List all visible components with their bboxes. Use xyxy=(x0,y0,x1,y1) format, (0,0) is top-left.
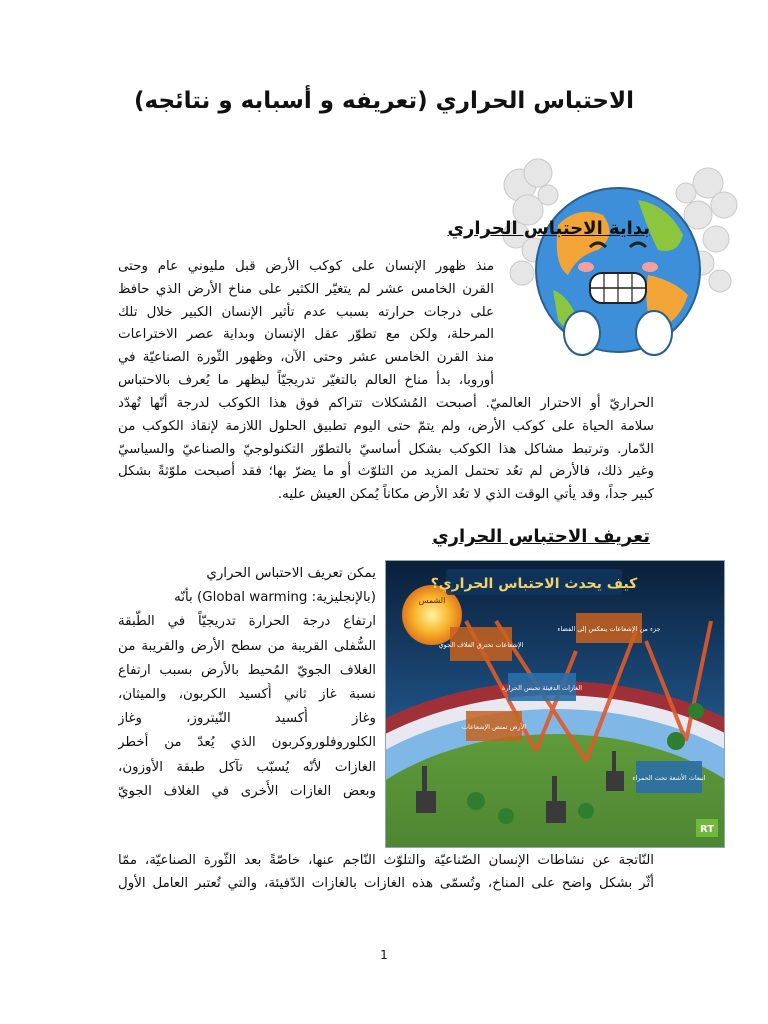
paragraph-line: سلامة الحياة على كوكب الأرض، ولم يتمّ حتى اليوم تطبيق الحلول اللازمة لإنقاذ الكوكب من xyxy=(118,418,654,434)
section1-paragraph-bottom xyxy=(118,393,654,507)
paragraph-line: يمكن تعريف الاحتباس الحراري xyxy=(206,566,376,581)
paragraph-line: القرن الخامس عشر لم يتغيّر الكثير على مناخ الأرض الذي حافظ xyxy=(118,281,494,297)
paragraph-line: النّاتجة عن نشاطات الإنسان الصّناعيّة والتلوّث النّاجم عنها، خاصّةً بعد الثّورة الصناعيّة، ممّا xyxy=(118,853,654,868)
page-number: 1 xyxy=(380,948,388,962)
section-heading-beginning: بداية الاحتباس الحراري xyxy=(447,218,650,239)
paragraph-line: الدّمار. وترتبط مشاكل هذا الكوكب بشكل أساسيّ بالتطوّر التكنولوجيّ والصناعيّ والسياسيّ xyxy=(118,441,654,457)
paragraph-line: السُّفلى القريبة من سطح الأرض والقريبة من xyxy=(118,638,376,654)
paragraph-line: الكلوروفلوروكربون الذي يُعدّ من أخطر xyxy=(118,735,376,751)
infographic-caption: جزء من الإشعاعات ينعكس إلى الفضاء xyxy=(557,625,661,633)
paragraph-line: منذ ظهور الإنسان على كوكب الأرض قبل مليوني عام وحتى xyxy=(118,259,494,274)
paragraph-line: الغلاف الجويّ المُحيط بالأرض بسبب ارتفاع xyxy=(118,662,376,678)
rt-badge: RT xyxy=(699,824,715,835)
section2-paragraph-bottom xyxy=(118,850,654,896)
page-title: الاحتباس الحراري (تعريفه و أسبابه و نتائجه) xyxy=(133,88,634,114)
paragraph-line: الحراريّ أو الاحترار العالميّ. أصبحت المُشكلات تتراكم فوق هذا الكوكب لدرجة أنّها تُهدّد xyxy=(118,396,654,411)
section2-paragraph xyxy=(118,562,376,804)
infographic-caption: الإشعاعات تخترق الغلاف الجوي xyxy=(438,641,524,649)
paragraph-line: وبعض الغازات الأُخرى في الغلاف الجويّ xyxy=(118,783,376,799)
infographic-caption: الغازات الدفيئة تحبس الحرارة xyxy=(501,684,583,692)
infographic-caption: الأرض تمتص الإشعاعات xyxy=(461,723,527,731)
paragraph-line: وغير ذلك، فالأرض لم تعُد تحتمل المزيد من التلوّث أو ما يضرّ بها؛ فقد أصبحت ملوّثةً بشكل xyxy=(118,464,654,480)
infographic-title: كيف يحدث الاحتباس الحراري؟ xyxy=(430,576,638,592)
greenhouse-infographic xyxy=(385,560,725,848)
paragraph-line: الغازات لأنّه يُسبّب تآكل طبقة الأوزون، xyxy=(118,759,376,775)
paragraph-line: أثّر بشكل واضح على المناخ، وتُسمّى هذه الغازات بالغازات الدّفيئة، والتي تُعتبر العامل الأول xyxy=(118,875,654,891)
sun-label: الشمس xyxy=(418,596,446,605)
paragraph-line: وغاز أُكسيد النّيتروز، وغاز xyxy=(118,711,376,727)
paragraph-line: نسبة غاز ثاني أُكسيد الكربون، والميثان، xyxy=(118,687,376,703)
paragraph-line: منذ القرن الخامس عشر وحتى الآن، وظهور الثّورة الصناعيّة في xyxy=(118,350,494,366)
paragraph-line: كبير جداً، وقد يأتي الوقت الذي لا تعُد الأرض مكاناً يُمكن العيش عليه. xyxy=(277,487,654,503)
paragraph-line: أوروبا، بدأ مناخ العالم بالتغيّر تدريجيّاً ليظهر ما يُعرف بالاحتباس xyxy=(118,372,494,388)
paragraph-line: على درجات حرارته بسبب عدم تأثير الإنسان الكبير خلال تلك xyxy=(118,304,494,320)
section-heading-definition: تعريف الاحتباس الحراري xyxy=(432,526,650,547)
greenhouse-infographic-svg xyxy=(386,561,724,847)
paragraph-line: ارتفاع درجة الحرارة تدريجيّاً في الطّبقة xyxy=(118,614,376,630)
paragraph-line: (بالإنجليزية: Global warming) بأنّه xyxy=(174,590,376,606)
earth-cartoon-image xyxy=(498,155,738,373)
earth-cartoon-icon xyxy=(498,155,738,373)
paragraph-line: المرحلة، ولكن مع تطوّر عقل الإنسان وبداية عصر الاختراعات xyxy=(118,327,494,343)
infographic-caption: انبعاث الأشعة تحت الحمراء xyxy=(632,774,706,782)
section1-paragraph-top xyxy=(118,256,494,393)
